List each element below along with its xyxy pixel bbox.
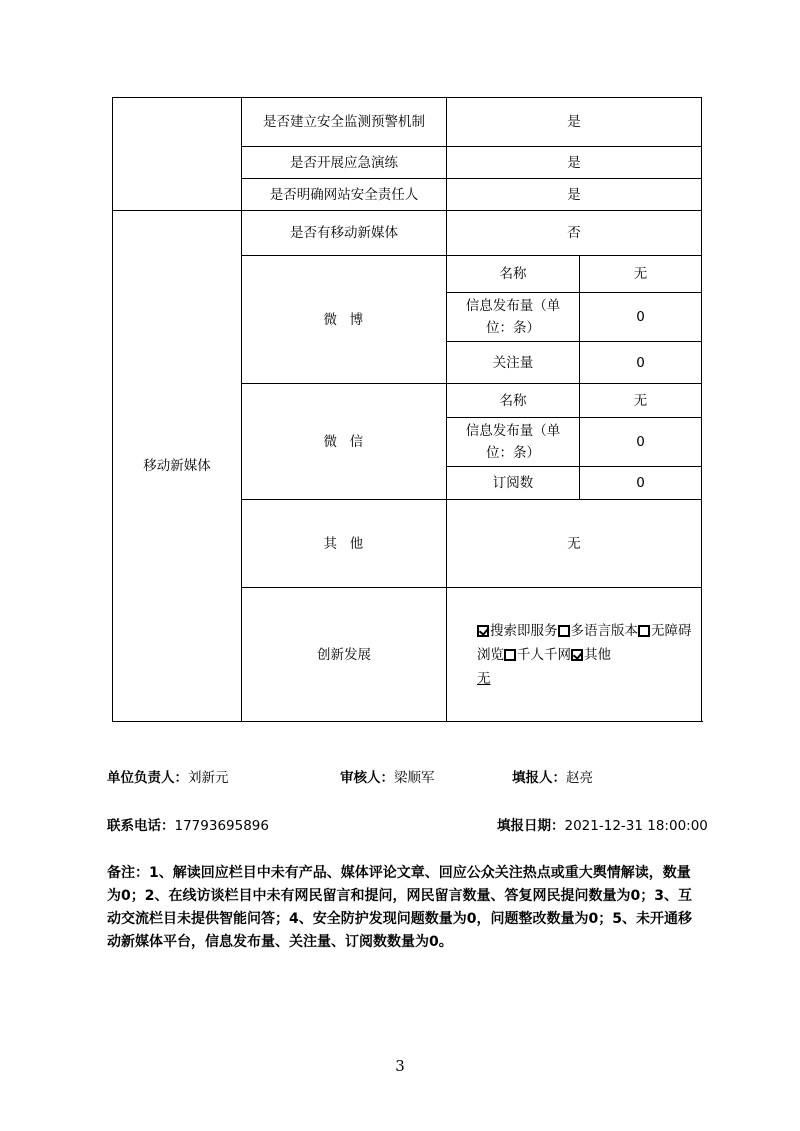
drill-label: 是否开展应急演练 xyxy=(242,147,447,179)
weibo-posts-value: 0 xyxy=(580,293,702,342)
new-media-section-label: 移动新媒体 xyxy=(113,211,242,722)
option-search-service: 搜索即服务 xyxy=(490,622,558,639)
wechat-subscribe-label: 订阅数 xyxy=(447,467,580,500)
report-table xyxy=(112,97,702,722)
weibo-name-value: 无 xyxy=(580,256,702,293)
other-media-label: 其 他 xyxy=(242,500,447,588)
unit-head xyxy=(107,766,229,786)
innovation-options-line xyxy=(477,619,695,667)
wechat-name-label: 名称 xyxy=(447,384,580,418)
weibo-name-label: 名称 xyxy=(447,256,580,293)
weibo-posts-label: 信息发布量（单位：条） xyxy=(447,293,580,342)
phone xyxy=(107,814,269,834)
checkbox-icon[interactable] xyxy=(638,625,650,637)
reviewer xyxy=(340,766,435,786)
monitoring-value: 是 xyxy=(447,98,702,147)
unit-head-value: 刘新元 xyxy=(188,770,229,786)
filler-value: 赵亮 xyxy=(566,770,593,786)
security-section-cell xyxy=(113,98,242,211)
wechat-posts-label: 信息发布量（单位：条） xyxy=(447,418,580,467)
innovation-other-value: 无 xyxy=(477,670,491,687)
monitoring-label: 是否建立安全监测预警机制 xyxy=(242,98,447,147)
phone-value: 17793695896 xyxy=(174,818,269,834)
reviewer-label: 审核人： xyxy=(340,770,394,786)
wechat-label: 微 信 xyxy=(242,384,447,500)
option-accessibility: 无障碍浏览 xyxy=(477,622,692,663)
filler xyxy=(512,766,593,786)
checkbox-icon[interactable] xyxy=(504,649,516,661)
fill-date xyxy=(497,814,708,834)
unit-head-label: 单位负责人： xyxy=(107,770,188,786)
option-multilingual: 多语言版本 xyxy=(570,622,638,639)
innovation-options xyxy=(447,588,702,722)
option-other: 其他 xyxy=(584,646,611,663)
weibo-follow-label: 关注量 xyxy=(447,342,580,384)
checkbox-icon[interactable] xyxy=(558,625,570,637)
innovation-section-label: 创新发展 xyxy=(242,588,447,722)
phone-label: 联系电话： xyxy=(107,818,175,834)
filler-label: 填报人： xyxy=(512,770,566,786)
date-value: 2021-12-31 18:00:00 xyxy=(564,818,708,834)
drill-value: 是 xyxy=(447,147,702,179)
wechat-posts-value: 0 xyxy=(580,418,702,467)
checked-checkbox-icon[interactable] xyxy=(477,625,489,637)
checked-checkbox-icon[interactable] xyxy=(571,649,583,661)
responsible-label: 是否明确网站安全责任人 xyxy=(242,179,447,211)
date-label: 填报日期： xyxy=(497,818,565,834)
weibo-follow-value: 0 xyxy=(580,342,702,384)
has-new-media-label: 是否有移动新媒体 xyxy=(242,211,447,256)
has-new-media-value: 否 xyxy=(447,211,702,256)
weibo-label: 微 博 xyxy=(242,256,447,384)
remarks-note: 备注：1、解读回应栏目中未有产品、媒体评论文章、回应公众关注热点或重大舆情解读，数量为0；2、在线访谈栏目中未有网民留言和提问，网民留言数量、答复网民提问数量为0；3、互动交流栏目未提供智能问答；4、安全防护发现问题数量为0，问题整改数量为0；5、未开通移动新媒体平台，信息发布量、关注量、订阅数数量为0。 xyxy=(107,865,692,950)
wechat-subscribe-value: 0 xyxy=(580,467,702,500)
reviewer-value: 梁顺军 xyxy=(394,770,435,786)
page-number: 3 xyxy=(395,1057,405,1075)
other-media-value: 无 xyxy=(447,500,702,588)
responsible-value: 是 xyxy=(447,179,702,211)
wechat-name-value: 无 xyxy=(580,384,702,418)
option-personalized: 千人千网 xyxy=(517,646,571,663)
